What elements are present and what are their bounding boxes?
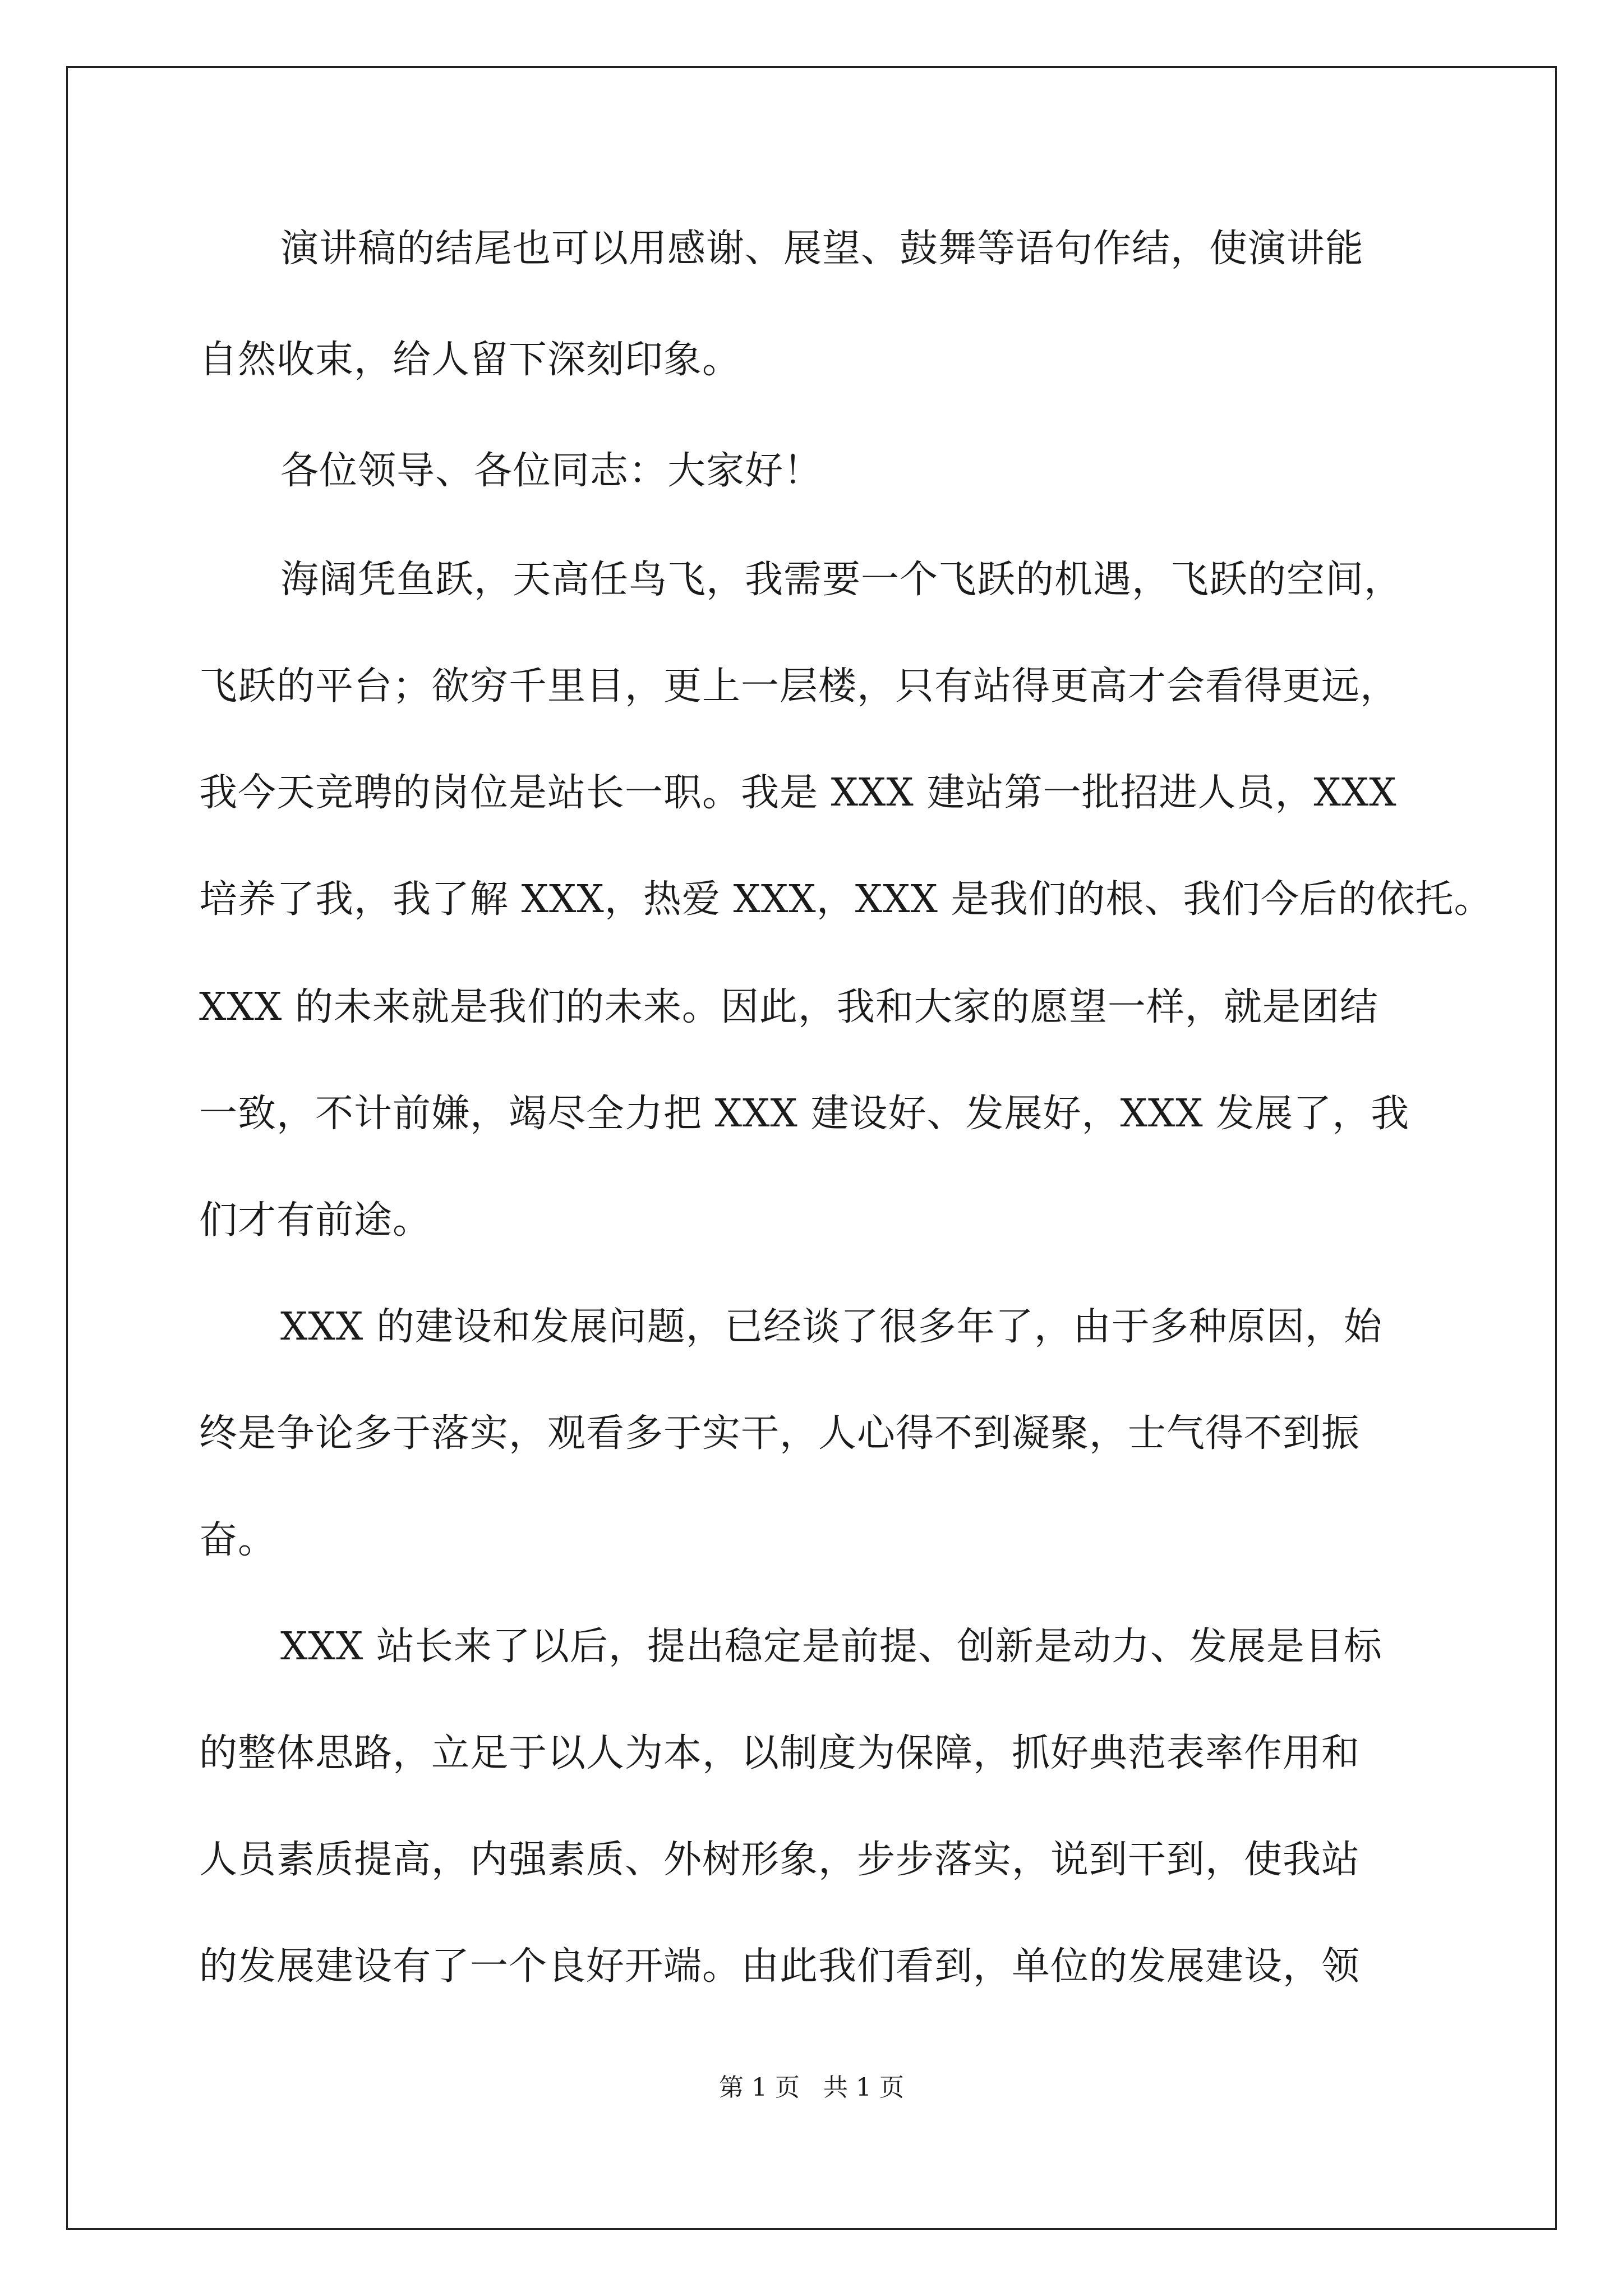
text-line: 的发展建设有了一个良好开端。由此我们看到，单位的发展建设，领 [199,1944,1361,1989]
text-line: 人员素质提高，内强素质、外树形象，步步落实，说到干到，使我站 [199,1838,1361,1882]
text-line: 我今天竞聘的岗位是站长一职。我是 XXX 建站第一批招进人员，XXX [199,771,1397,815]
text-line: 的整体思路，立足于以人为本，以制度为保障，抓好典范表率作用和 [199,1731,1361,1775]
text-line: 培养了我，我了解 XXX，热爱 XXX，XXX 是我们的根、我们今后的依托。 [199,877,1493,922]
page-border [66,66,1557,2230]
text-line: XXX 的未来就是我们的未来。因此，我和大家的愿望一样，就是团结 [199,985,1378,1029]
text-line: 终是争论多于落实，观看多于实干，人心得不到凝聚，士气得不到振 [199,1411,1361,1456]
text-line: 飞跃的平台；欲穷千里目，更上一层楼，只有站得更高才会看得更远， [199,664,1399,708]
text-line: 们才有前途。 [199,1198,432,1243]
text-line: 各位领导、各位同志：大家好！ [280,449,823,493]
text-line: 自然收束，给人留下深刻印象。 [199,338,741,382]
text-line: XXX 的建设和发展问题，已经谈了很多年了，由于多种原因，始 [280,1305,1382,1349]
text-line: 海阔凭鱼跃，天高任鸟飞，我需要一个飞跃的机遇，飞跃的空间， [280,558,1403,602]
text-line: XXX 站长来了以后，提出稳定是前提、创新是动力、发展是目标 [280,1625,1382,1669]
text-line: 演讲稿的结尾也可以用感谢、展望、鼓舞等语句作结，使演讲能 [280,227,1364,271]
text-line: 奋。 [199,1518,277,1562]
page-number-footer: 第 1 页 共 1 页 [719,2073,904,2102]
text-line: 一致，不计前嫌，竭尽全力把 XXX 建设好、发展好，XXX 发展了，我 [199,1092,1410,1136]
